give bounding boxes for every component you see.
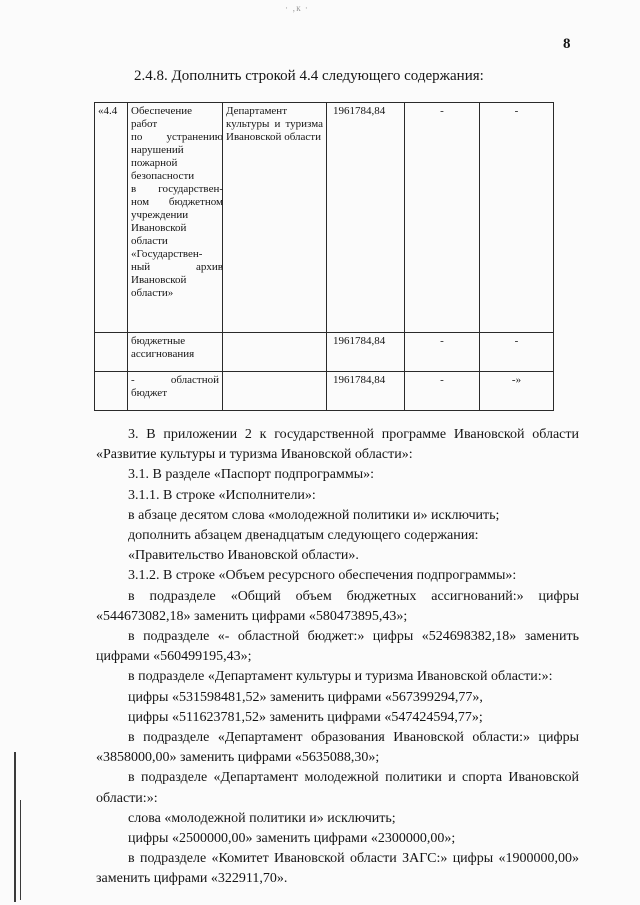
- scan-top-mark: · ‚к ·: [285, 3, 309, 13]
- amount-cell: 1961784,84: [327, 332, 405, 371]
- paragraph: в подразделе «Общий объем бюджетных ассигнований:» цифры «544673082,18» заменить цифрами «580473895,43»;: [96, 588, 579, 624]
- year3-cell: -: [480, 103, 554, 333]
- paragraph: слова «молодежной политики и» исключить;: [128, 810, 396, 826]
- paragraph: дополнить абзацем двенадцатым следующего содержания:: [128, 528, 479, 544]
- year3-cell: -: [480, 332, 554, 371]
- row-number-cell: [95, 332, 128, 371]
- paragraph: в подразделе «Департамент культуры и туризма Ивановской области:»:: [128, 669, 553, 685]
- paragraph: в подразделе «Комитет Ивановской области ЗАГС:» цифры «1900000,00» заменить цифрами «322911,70».: [96, 851, 579, 887]
- paragraph: цифры «2500000,00» заменить цифрами «2300000,00»;: [128, 831, 456, 847]
- table-row: [95, 371, 554, 410]
- executor-cell: [223, 371, 327, 410]
- paragraph: цифры «531598481,52» заменить цифрами «567399294,77»,: [128, 689, 483, 705]
- year2-cell: -: [405, 103, 480, 333]
- paragraph: в подразделе «Департамент молодежной политики и спорта Ивановской области:»:: [96, 770, 579, 806]
- paragraph: «Правительство Ивановской области».: [128, 548, 359, 564]
- year2-cell: -: [405, 371, 480, 410]
- paragraph: 3.1.2. В строке «Объем ресурсного обеспечения подпрограммы»:: [128, 568, 517, 584]
- executor-cell: [223, 332, 327, 371]
- page-number: 8: [563, 36, 571, 52]
- task-description-cell: [128, 103, 223, 333]
- paragraph: 3.1.1. В строке «Исполнители»:: [128, 487, 316, 503]
- executor-cell: Департамент культуры и туризма Ивановской области: [223, 103, 327, 333]
- row-number-cell: [95, 371, 128, 410]
- budget-allocations-cell: бюджетные ассигнования: [128, 332, 223, 371]
- amount-cell: 1961784,84: [327, 371, 405, 410]
- year2-cell: -: [405, 332, 480, 371]
- paragraph: 3. В приложении 2 к государственной программе Ивановской области «Развитие культуры и туризма Ивановской области»:: [96, 427, 579, 463]
- table-row: [95, 332, 554, 371]
- task-description: Обеспечение работ по устранению нарушений пожарной безопасности в государствен- ном бюджетном учреждении Ивановской области «Государствен- ный архив Ивановской области»: [131, 105, 223, 299]
- program-table: [94, 102, 554, 411]
- year3-cell: -»: [480, 371, 554, 410]
- regional-budget-cell: - областной бюджет: [128, 371, 223, 410]
- paragraph: цифры «511623781,52» заменить цифрами «547424594,77»;: [128, 709, 483, 725]
- table-row: [95, 103, 554, 333]
- amendment-text: [96, 425, 579, 890]
- paragraph: в абзаце десятом слова «молодежной политики и» исключить;: [128, 507, 500, 523]
- scan-edge-line: [14, 752, 16, 902]
- paragraph: в подразделе «Департамент образования Ивановской области:» цифры «3858000,00» заменить цифрами «5635088,30»;: [96, 730, 579, 766]
- scan-edge-line: [20, 800, 21, 900]
- amendment-heading: 2.4.8. Дополнить строкой 4.4 следующего содержания:: [134, 68, 484, 84]
- paragraph: в подразделе «- областной бюджет:» цифры «524698382,18» заменить цифрами «560499195,43»;: [96, 629, 579, 665]
- paragraph: 3.1. В разделе «Паспорт подпрограммы»:: [128, 467, 375, 483]
- row-number-cell: «4.4: [95, 103, 128, 333]
- amount-cell: 1961784,84: [327, 103, 405, 333]
